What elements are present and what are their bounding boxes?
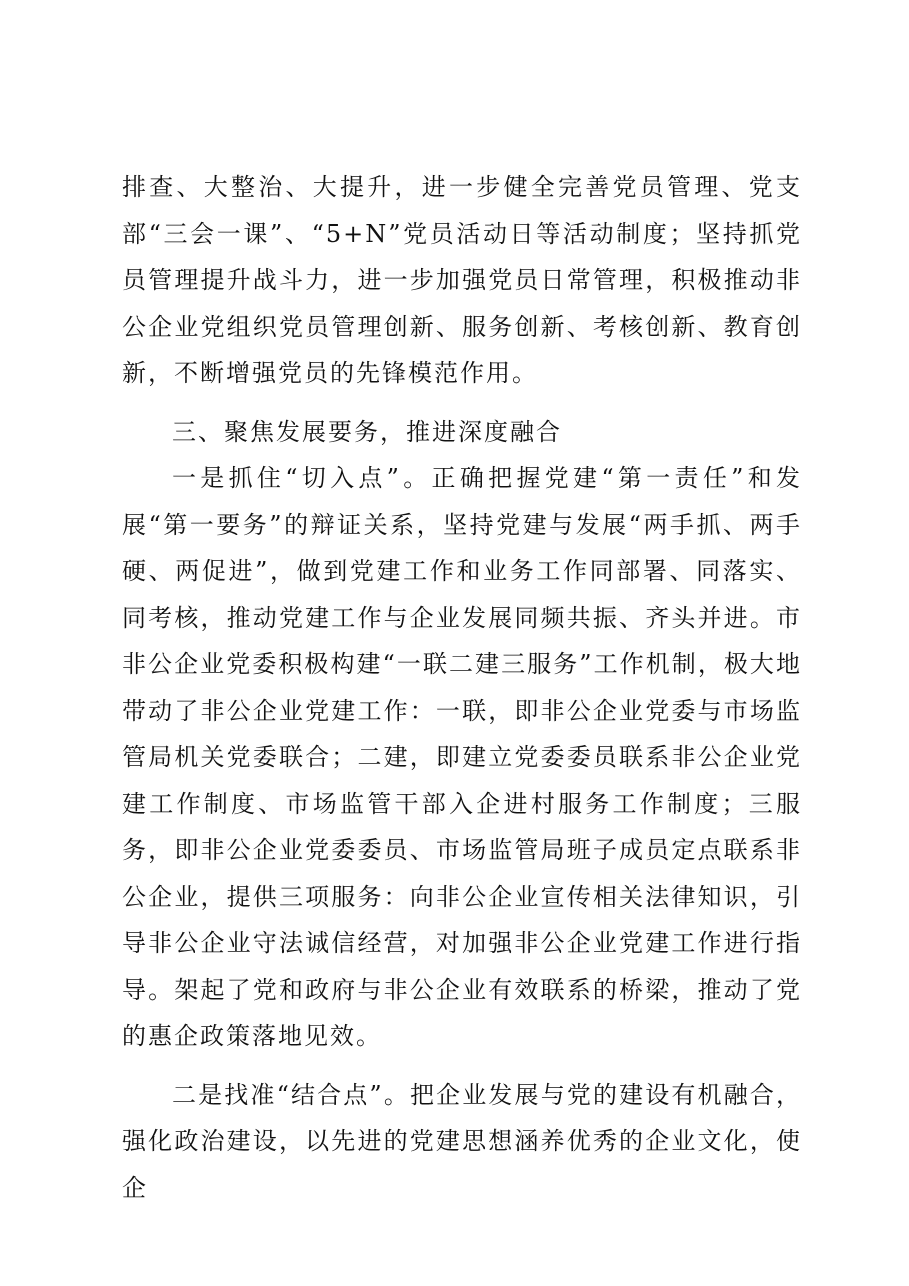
paragraph-point-2: 二是找准“结合点”。把企业发展与党的建设有机融合，强化政治建设，以先进的党建思想涵养优秀的企业文化，使企 — [122, 1080, 802, 1202]
paragraph-point-1: 一是抓住“切入点”。正确把握党建“第一责任”和发展“第一要务”的辩证关系，坚持党建与发展“两手抓、两手硬、两促进”，做到党建工作和业务工作同部署、同落实、同考核，推动党建工作与企业发展同频共振、齐头并进。市非公企业党委积极构建“一联二建三服务”工作机制，极大地带动了非公企业党建工作：一联，即非公企业党委与市场监管局机关党委联合；二建，即建立党委委员联系非公企业党建工作制度、市场监管干部入企进村服务工作制度；三服务，即非公企业党委委员、市场监管局班子成员定点联系非公企业，提供三项服务：向非公企业宣传相关法律知识，引导非公企业守法诚信经营，对加强非公企业党建工作进行指导。架起了党和政府与非公企业有效联系的桥梁，推动了党的惠企政策落地见效。 — [122, 464, 802, 1050]
paragraph-continuation: 排查、大整治、大提升，进一步健全完善党员管理、党支部“三会一课”、“5+N”党员活动日等活动制度；坚持抓党员管理提升战斗力，进一步加强党员日常管理，积极推动非公企业党组织党员管理创新、服务创新、考核创新、教育创新，不断增强党员的先锋模范作用。 — [122, 173, 802, 387]
section-heading: 三、聚焦发展要务，推进深度融合 — [172, 417, 562, 446]
document-body — [122, 164, 802, 1211]
